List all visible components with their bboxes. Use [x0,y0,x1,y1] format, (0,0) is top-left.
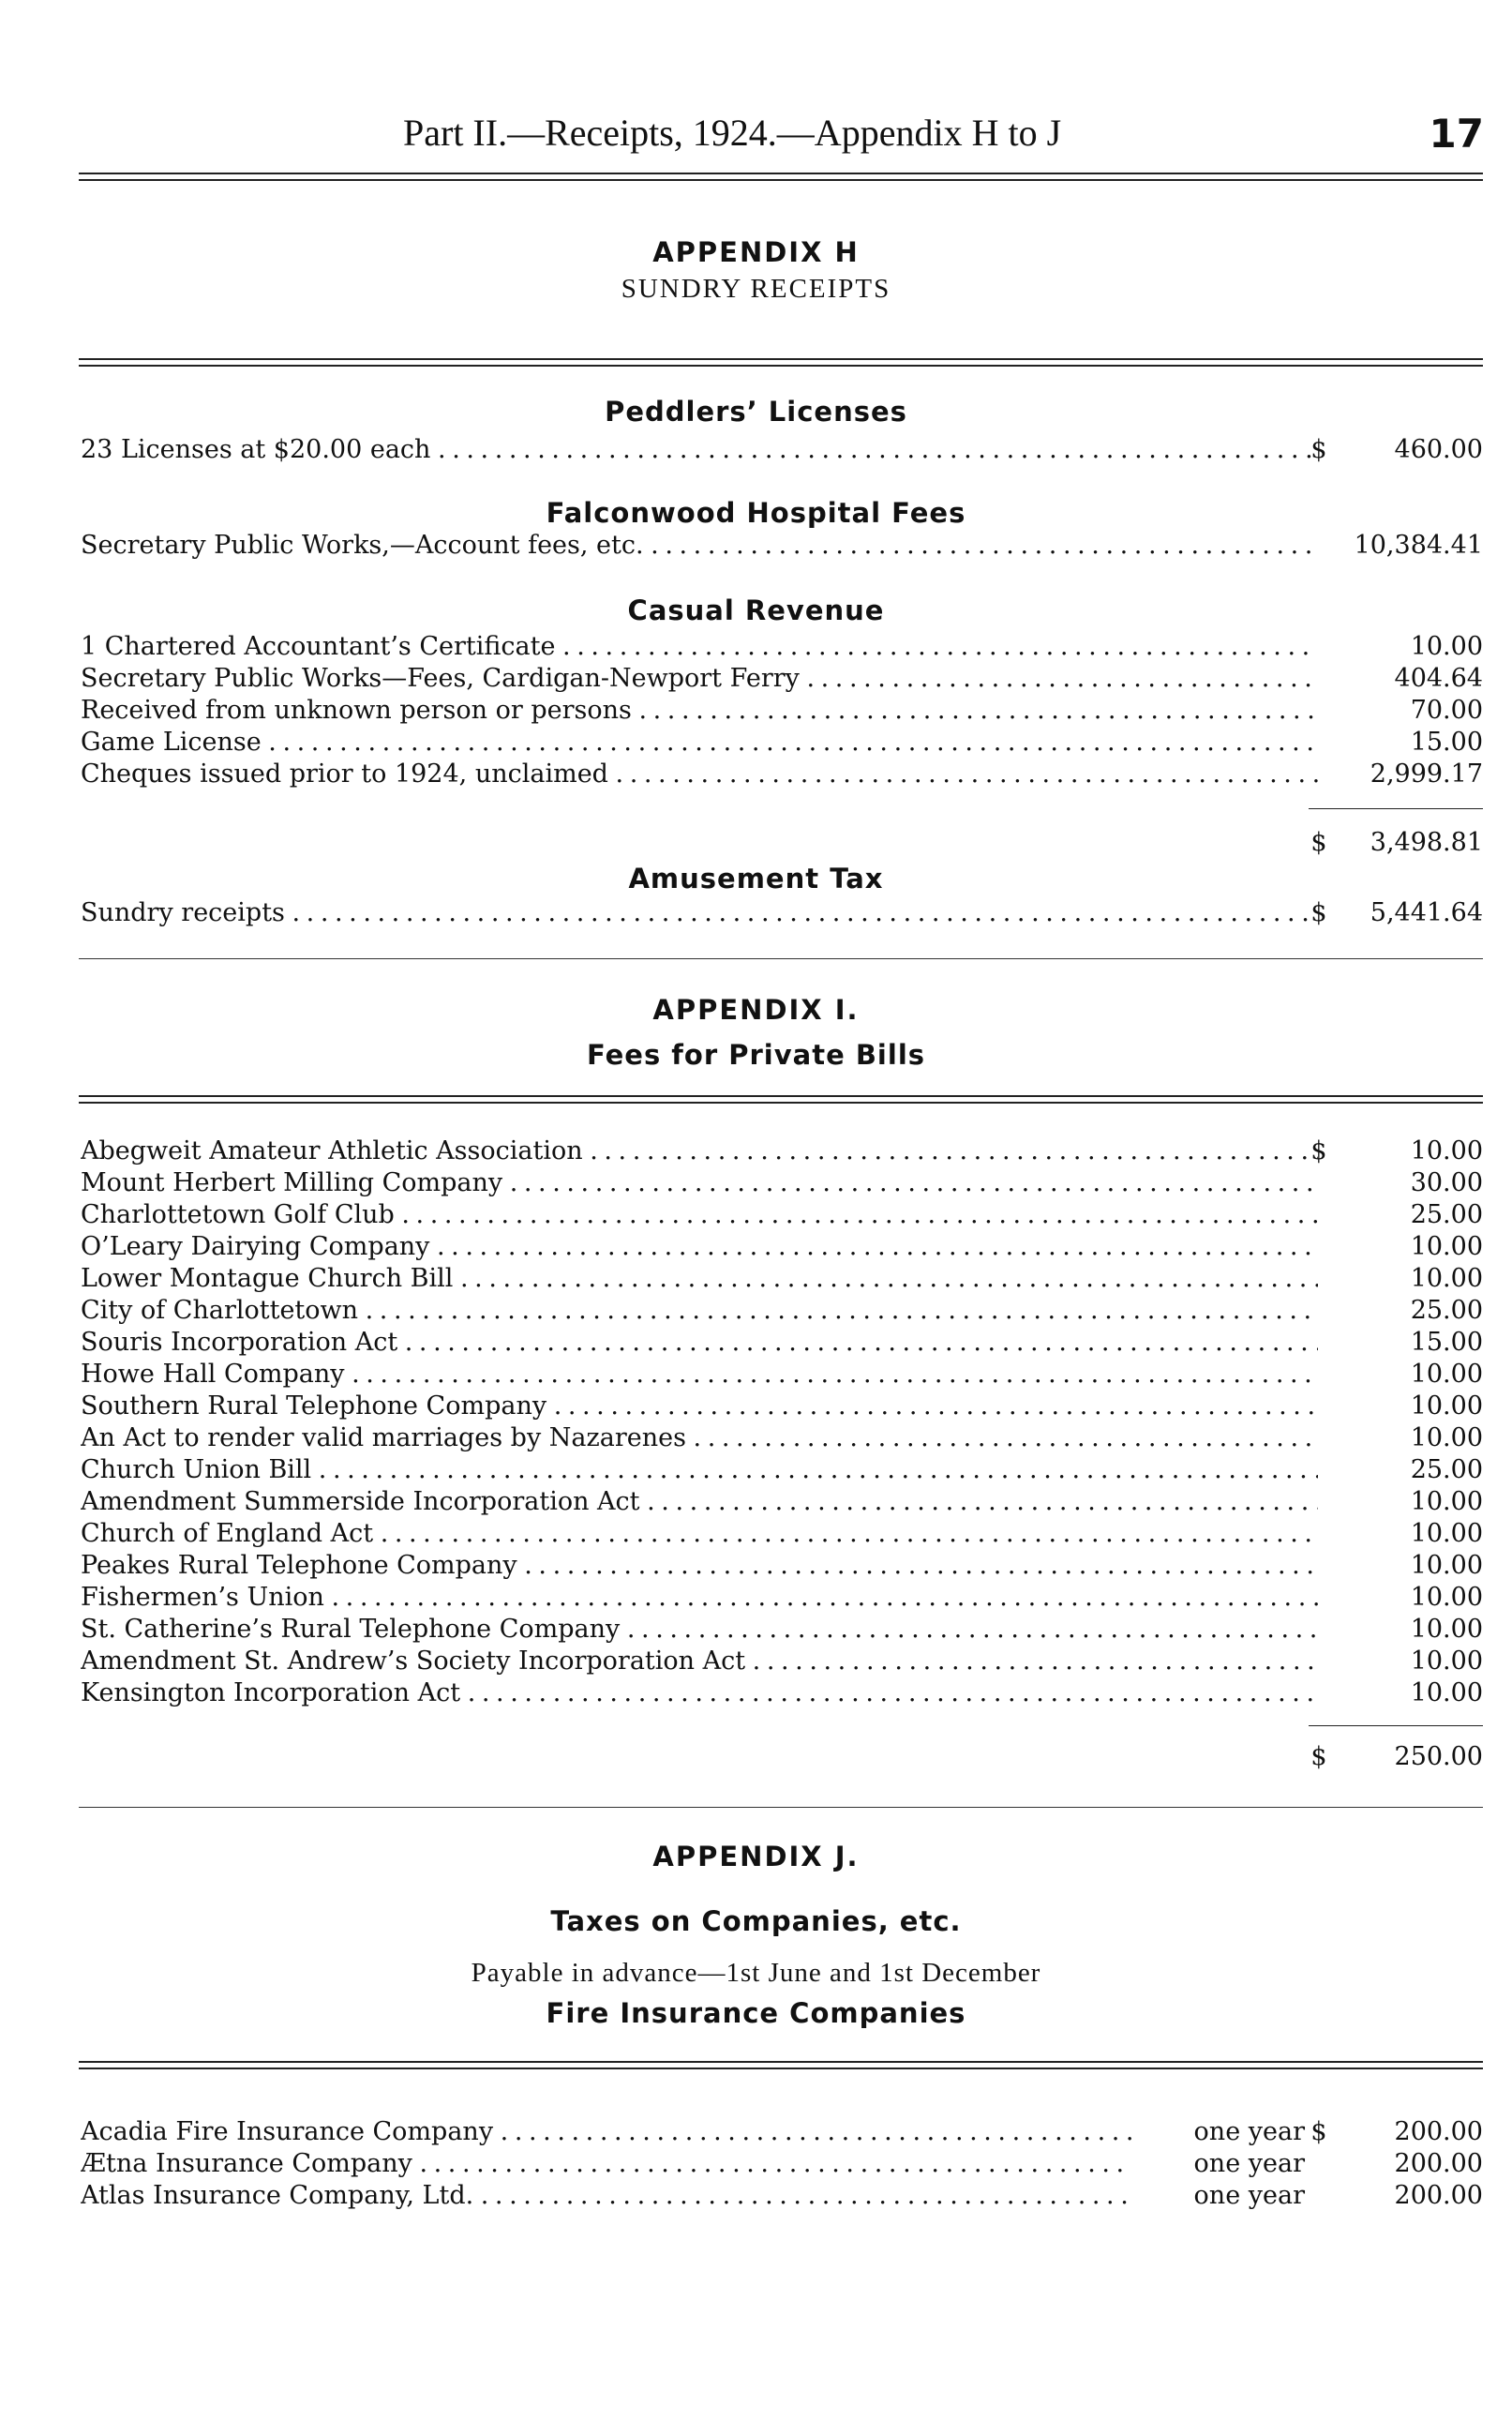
entry-amount: 70.00 [1410,696,1483,725]
appendix-h-rule [79,358,1483,367]
entry-desc: Amendment St. Andrew’s Society Incorporation Act . . . [81,1646,1318,1677]
dollar-sign: $ [1310,1742,1327,1771]
subtotal-amount: 250.00 [1394,1742,1483,1771]
entry-desc: Cheques issued prior to 1924, unclaimed . . . [81,759,1318,790]
entry-row [81,1518,1483,1550]
appendix-i-total [81,1741,1483,1773]
entry-amount: 10.00 [1410,1647,1483,1676]
entry-amount: 10.00 [1410,1391,1483,1421]
entry-desc: Lower Montague Church Bill . . . [81,1263,1318,1295]
entry-desc: Secretary Public Works,—Account fees, etc. . . . [81,530,1318,562]
entry-desc: Fishermen’s Union . . . [81,1582,1318,1614]
entry-desc: Mount Herbert Milling Company . . . [81,1167,1318,1199]
entry-amount: 10.00 [1410,1264,1483,1293]
entry-amount: 25.00 [1410,1200,1483,1229]
entry-row [81,897,1483,929]
entry-row [81,1486,1483,1518]
entry-row [81,727,1483,759]
entry-desc: Church Union Bill . . . [81,1454,1318,1486]
casual-subtotal [81,827,1483,859]
dollar-sign: $ [1310,898,1327,927]
entry-amount: 15.00 [1410,1328,1483,1357]
entry-desc: Atlas Insurance Company, Ltd. . . . [81,2180,1132,2212]
casual-heading: Casual Revenue [627,594,885,626]
entry-row [81,1167,1483,1199]
falconwood-heading: Falconwood Hospital Fees [546,497,966,529]
dollar-sign: $ [1310,435,1327,464]
entry-desc: 1 Chartered Accountant’s Certificate . . . [81,631,1318,663]
section-divider [79,958,1483,959]
entry-row [81,1646,1483,1677]
appendix-h-title: APPENDIX H [652,236,860,268]
section-divider [79,1807,1483,1808]
entry-desc: Secretary Public Works—Fees, Cardigan-Newport Ferry . . . [81,663,1318,695]
entry-amount: 10.00 [1410,1678,1483,1707]
entry-amount: 30.00 [1410,1168,1483,1197]
entry-desc: Church of England Act . . . [81,1518,1318,1550]
entry-row [81,695,1483,727]
entry-amount: 10,384.41 [1354,531,1483,560]
appendix-j-subtitle: Taxes on Companies, etc. [550,1905,962,1937]
entry-row [81,1327,1483,1359]
appendix-j-note: Payable in advance—1st June and 1st December [471,1958,1041,1988]
entry-row [81,1263,1483,1295]
entry-row [81,663,1483,695]
entry-desc: Abegweit Amateur Athletic Association . . . [81,1135,1318,1167]
entry-desc: 23 Licenses at $20.00 each . . . [81,434,1318,466]
entry-row [81,1135,1483,1167]
entry-amount: 200.00 [1394,2181,1483,2210]
appendix-i-title: APPENDIX I. [652,994,860,1026]
appendix-i-rule [79,1095,1483,1104]
entry-amount: 10.00 [1410,1551,1483,1580]
entry-amount: 10.00 [1410,1360,1483,1389]
entry-amount: 10.00 [1410,1519,1483,1548]
appendix-h-subtitle: SUNDRY RECEIPTS [621,274,891,304]
entry-amount: 10.00 [1410,1232,1483,1261]
amusement-heading: Amusement Tax [628,863,884,895]
entry-term: one year [1140,2148,1305,2180]
dollar-sign: $ [1310,1136,1327,1165]
entry-row [81,2180,1483,2212]
entry-desc: Souris Incorporation Act . . . [81,1327,1318,1359]
entry-amount: 2,999.17 [1370,759,1483,789]
entry-row [81,1677,1483,1709]
entry-desc: O’Leary Dairying Company . . . [81,1231,1318,1263]
entry-desc: Sundry receipts . . . [81,897,1318,929]
subtotal-rule [1309,808,1483,809]
entry-row [81,1422,1483,1454]
dollar-sign: $ [1310,828,1327,857]
entry-amount: 10.00 [1410,1487,1483,1516]
entry-desc: Howe Hall Company . . . [81,1359,1318,1391]
entry-amount: 460.00 [1394,435,1483,464]
entry-row [81,1582,1483,1614]
entry-row [81,2148,1483,2180]
entry-desc: Kensington Incorporation Act . . . [81,1677,1318,1709]
entry-amount: 10.00 [1410,632,1483,661]
entry-row [81,631,1483,663]
page-number: 17 [1429,111,1484,157]
entry-amount: 10.00 [1410,1136,1483,1165]
entry-desc: City of Charlottetown . . . [81,1295,1318,1327]
entry-row [81,1359,1483,1391]
subtotal-amount: 3,498.81 [1370,828,1483,857]
entry-row [81,434,1483,466]
entry-term: one year [1140,2116,1305,2148]
entry-desc: Charlottetown Golf Club . . . [81,1199,1318,1231]
entry-amount: 15.00 [1410,728,1483,757]
subtotal-rule [1309,1725,1483,1726]
entry-row [81,1199,1483,1231]
entry-amount: 25.00 [1410,1455,1483,1484]
entry-desc: An Act to render valid marriages by Nazarenes . . . [81,1422,1318,1454]
running-header: Part II.—Receipts, 1924.—Appendix H to J [403,112,1062,154]
entry-amount: 404.64 [1394,664,1483,693]
entry-desc: Received from unknown person or persons . . . [81,695,1318,727]
entry-row [81,1614,1483,1646]
appendix-j-title: APPENDIX J. [652,1841,860,1872]
entry-desc: Southern Rural Telephone Company . . . [81,1391,1318,1422]
entry-amount: 5,441.64 [1370,898,1483,927]
entry-row [81,530,1483,562]
peddlers-heading: Peddlers’ Licenses [605,396,907,428]
appendix-i-subtitle: Fees for Private Bills [586,1039,926,1071]
entry-row [81,1391,1483,1422]
entry-desc: Ætna Insurance Company . . . [81,2148,1132,2180]
entry-amount: 25.00 [1410,1296,1483,1325]
entry-amount: 10.00 [1410,1583,1483,1612]
fire-insurance-heading: Fire Insurance Companies [546,1997,966,2029]
entry-row [81,1550,1483,1582]
entry-term: one year [1140,2180,1305,2212]
appendix-j-rule [79,2061,1483,2069]
entry-amount: 200.00 [1394,2149,1483,2178]
entry-row [81,1454,1483,1486]
entry-desc: Acadia Fire Insurance Company . . . [81,2116,1132,2148]
entry-row [81,1231,1483,1263]
entry-amount: 10.00 [1410,1615,1483,1644]
entry-amount: 10.00 [1410,1423,1483,1452]
entry-desc: Amendment Summerside Incorporation Act . . . [81,1486,1318,1518]
header-rule [79,173,1483,181]
entry-row [81,1295,1483,1327]
entry-desc: St. Catherine’s Rural Telephone Company . . . [81,1614,1318,1646]
entry-row [81,2116,1483,2148]
entry-desc: Game License . . . [81,727,1318,759]
dollar-sign: $ [1310,2117,1327,2146]
entry-row [81,759,1483,790]
entry-desc: Peakes Rural Telephone Company . . . [81,1550,1318,1582]
entry-amount: 200.00 [1394,2117,1483,2146]
